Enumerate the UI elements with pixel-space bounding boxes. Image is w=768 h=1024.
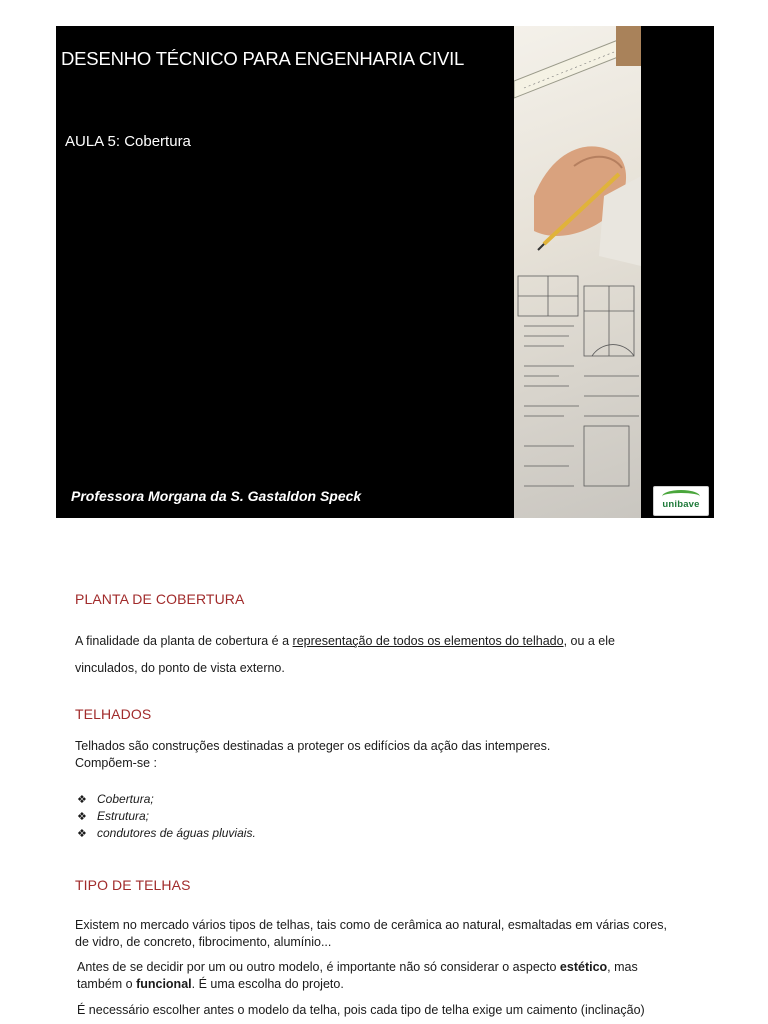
title-banner: [56, 26, 714, 518]
professor-name: Professora Morgana da S. Gastaldon Speck: [71, 488, 362, 504]
tipo-text: Antes de se decidir por um ou outro modelo, é importante não só considerar o aspecto: [77, 960, 560, 974]
planta-text-pre: A finalidade da planta de cobertura é a: [75, 634, 293, 648]
telhados-list: [77, 791, 256, 842]
diamond-bullet-icon: ❖: [77, 811, 87, 823]
list-item-text: Estrutura;: [97, 809, 150, 823]
tipo-bold-funcional: funcional: [136, 977, 192, 991]
planta-underlined-phrase: representação de todos os elementos do telhado: [292, 634, 564, 648]
tipo-text: , mas: [607, 960, 638, 974]
telhados-paragraph-line-2: Compõem-se :: [75, 756, 157, 770]
course-title: DESENHO TÉCNICO PARA ENGENHARIA CIVIL: [61, 48, 465, 69]
heading-planta-de-cobertura: PLANTA DE COBERTURA: [75, 591, 245, 607]
tipo-paragraph-line-4: [77, 977, 344, 991]
tipo-paragraph-line-2: de vidro, de concreto, fibrocimento, alumínio...: [75, 935, 332, 949]
drafting-photo: [514, 26, 641, 518]
planta-text-post: , ou a ele: [563, 634, 615, 648]
planta-paragraph-line-2: vinculados, do ponto de vista externo.: [75, 661, 285, 675]
heading-telhados: TELHADOS: [75, 706, 152, 722]
list-item: [77, 825, 256, 842]
list-item-text: condutores de águas pluviais.: [97, 826, 256, 840]
list-item-text: Cobertura;: [97, 792, 154, 806]
diamond-bullet-icon: ❖: [77, 794, 87, 806]
telhados-paragraph-line-1: Telhados são construções destinadas a proteger os edifícios da ação das intemperes.: [75, 739, 551, 753]
tipo-paragraph-line-1: Existem no mercado vários tipos de telhas, tais como de cerâmica ao natural, esmaltadas em várias cores,: [75, 918, 667, 932]
tipo-text: . É uma escolha do projeto.: [191, 977, 344, 991]
tipo-paragraph-line-3: [77, 960, 638, 974]
list-item: [77, 808, 256, 825]
diamond-bullet-icon: ❖: [77, 828, 87, 840]
tipo-bold-estetico: estético: [559, 960, 608, 974]
list-item: [77, 791, 256, 808]
unibave-logo: [653, 486, 709, 516]
tipo-paragraph-line-5: É necessário escolher antes o modelo da telha, pois cada tipo de telha exige um caimento (inclinação): [77, 1003, 645, 1017]
drafting-illustration: [514, 26, 641, 518]
planta-paragraph-line-1: [75, 634, 615, 648]
lesson-title: AULA 5: Cobertura: [65, 133, 191, 150]
tipo-text: também o: [77, 977, 137, 991]
logo-text: unibave: [662, 499, 700, 510]
heading-tipo-de-telhas: TIPO DE TELHAS: [75, 877, 191, 893]
